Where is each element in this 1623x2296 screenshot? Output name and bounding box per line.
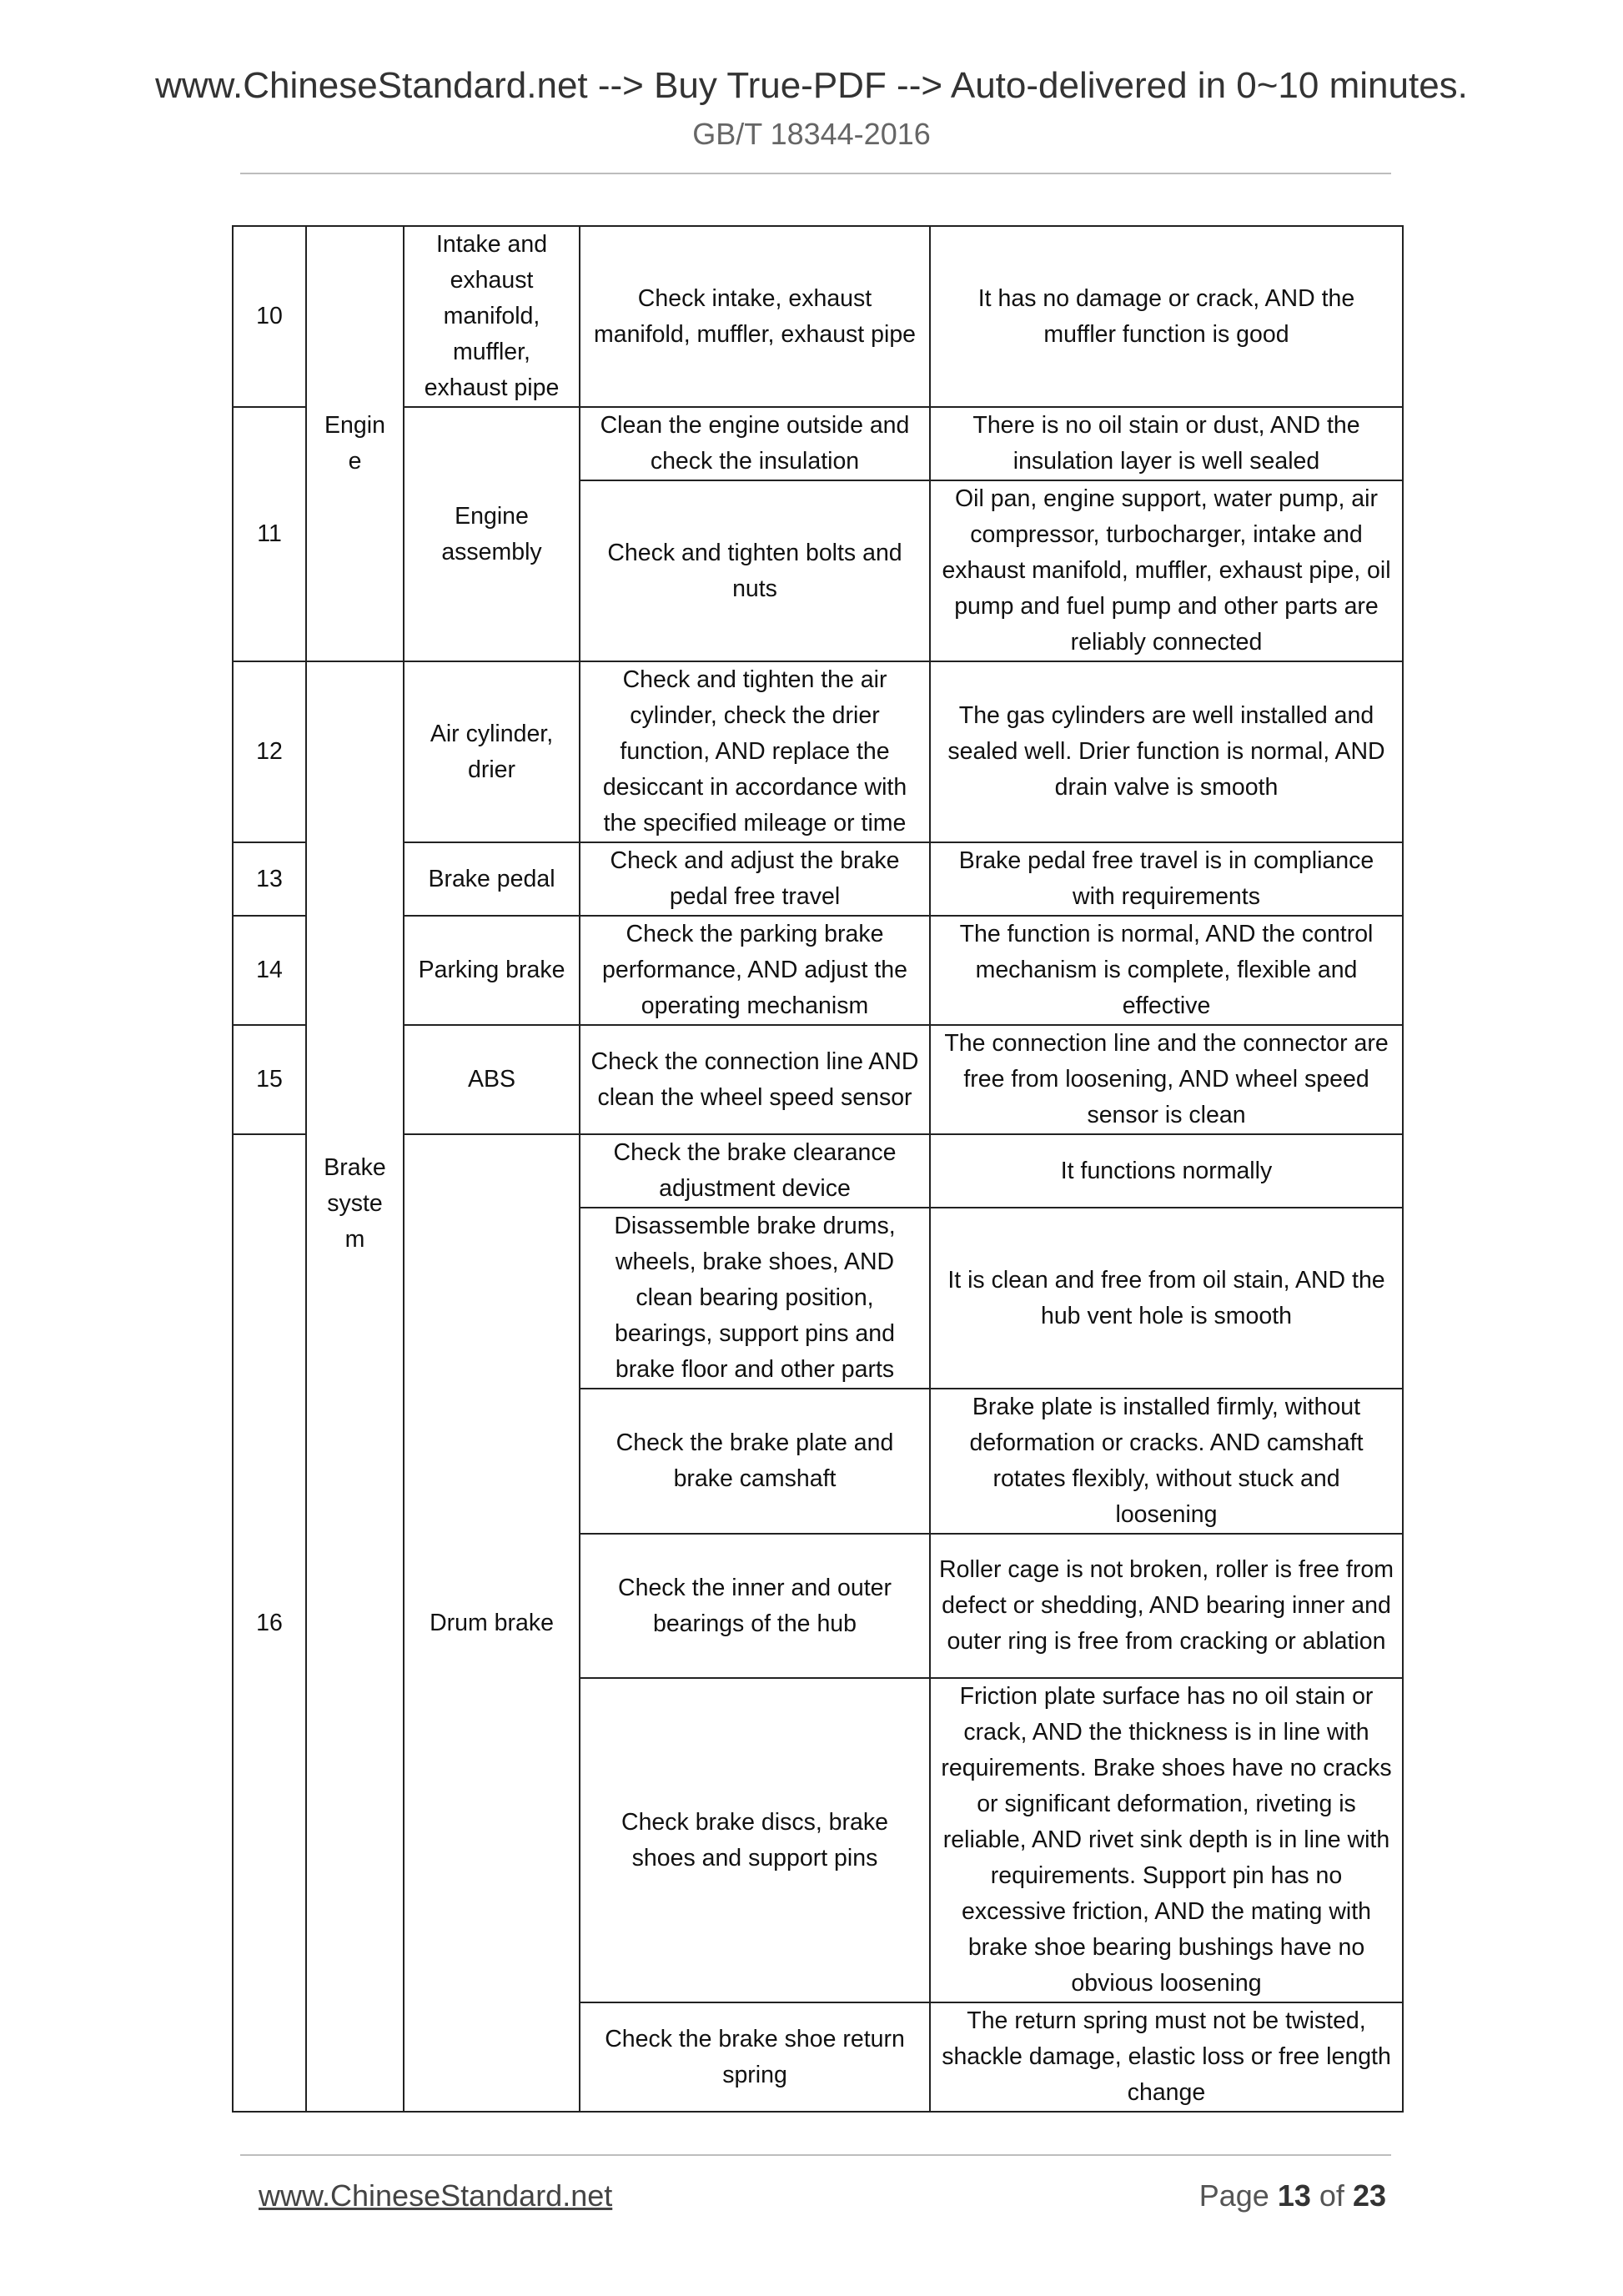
maintenance-item-cell: Check intake, exhaust manifold, muffler, exhaust pipe	[580, 226, 930, 407]
page-of: of	[1319, 2178, 1344, 2213]
row-number: 11	[233, 407, 306, 661]
row-number: 13	[233, 842, 306, 916]
technical-requirement-cell: It functions normally	[930, 1134, 1403, 1208]
component-cell: Brake pedal	[404, 842, 580, 916]
maintenance-item-cell: Check the brake plate and brake camshaft	[580, 1389, 930, 1534]
page-indicator	[1199, 2178, 1386, 2213]
maintenance-item-cell: Check and adjust the brake pedal free travel	[580, 842, 930, 916]
table-row	[233, 661, 1403, 842]
technical-requirement-cell: It has no damage or crack, AND the muffler function is good	[930, 226, 1403, 407]
maintenance-item-cell: Disassemble brake drums, wheels, brake shoes, AND clean bearing position, bearings, support pins and brake floor and other parts	[580, 1208, 930, 1389]
footer-site-link[interactable]: www.ChineseStandard.net	[259, 2178, 613, 2213]
table-row	[233, 1134, 1403, 1208]
system-cell-engine: Engin e	[306, 226, 404, 661]
row-number: 15	[233, 1025, 306, 1134]
maintenance-item-cell: Check the parking brake performance, AND adjust the operating mechanism	[580, 916, 930, 1025]
technical-requirement-cell: The return spring must not be twisted, shackle damage, elastic loss or free length change	[930, 2002, 1403, 2112]
technical-requirement-cell: Oil pan, engine support, water pump, air compressor, turbocharger, intake and exhaust manifold, muffler, exhaust pipe, oil pump and fuel pump and other parts are reliably connected	[930, 480, 1403, 661]
table-row	[233, 842, 1403, 916]
component-cell: Engine assembly	[404, 407, 580, 661]
row-number: 10	[233, 226, 306, 407]
technical-requirement-cell: Brake pedal free travel is in compliance with requirements	[930, 842, 1403, 916]
component-cell: ABS	[404, 1025, 580, 1134]
component-cell: Air cylinder, drier	[404, 661, 580, 842]
maintenance-item-cell: Clean the engine outside and check the insulation	[580, 407, 930, 480]
header-title: www.ChineseStandard.net --> Buy True-PDF --> Auto-delivered in 0~10 minutes.	[155, 65, 1468, 106]
page-word: Page	[1198, 2178, 1269, 2213]
row-number: 14	[233, 916, 306, 1025]
table-row	[233, 916, 1403, 1025]
page-total: 23	[1352, 2178, 1386, 2213]
table-row	[233, 226, 1403, 407]
table-row	[233, 1025, 1403, 1134]
technical-requirement-cell: Friction plate surface has no oil stain or crack, AND the thickness is in line with requirements. Brake shoes have no cracks or significant deformation, riveting is reliable, AND rivet sink depth is in line with requirements. Support pin has no excessive friction, AND the mating with brake shoe bearing bushings have no obvious loosening	[930, 1678, 1403, 2002]
maintenance-item-cell: Check and tighten bolts and nuts	[580, 480, 930, 661]
row-number: 12	[233, 661, 306, 842]
technical-requirement-cell: The connection line and the connector are free from loosening, AND wheel speed sensor is clean	[930, 1025, 1403, 1134]
technical-requirement-cell: Roller cage is not broken, roller is free from defect or shedding, AND bearing inner and outer ring is free from cracking or ablation	[930, 1534, 1403, 1678]
maintenance-item-cell: Check and tighten the air cylinder, check the drier function, AND replace the desiccant in accordance with the specified mileage or time	[580, 661, 930, 842]
maintenance-item-cell: Check the brake shoe return spring	[580, 2002, 930, 2112]
standard-number: GB/T 18344-2016	[692, 117, 931, 151]
header-divider	[240, 173, 1391, 174]
maintenance-table	[232, 225, 1404, 2113]
maintenance-item-cell: Check brake discs, brake shoes and support pins	[580, 1678, 930, 2002]
page-current: 13	[1277, 2178, 1311, 2213]
component-cell: Drum brake	[404, 1134, 580, 2112]
technical-requirement-cell: It is clean and free from oil stain, AND the hub vent hole is smooth	[930, 1208, 1403, 1389]
maintenance-item-cell: Check the brake clearance adjustment device	[580, 1134, 930, 1208]
technical-requirement-cell: Brake plate is installed firmly, without deformation or cracks. AND camshaft rotates flexibly, without stuck and loosening	[930, 1389, 1403, 1534]
component-cell: Intake and exhaust manifold, muffler, exhaust pipe	[404, 226, 580, 407]
technical-requirement-cell: The function is normal, AND the control mechanism is complete, flexible and effective	[930, 916, 1403, 1025]
component-cell: Parking brake	[404, 916, 580, 1025]
table-row	[233, 407, 1403, 480]
maintenance-item-cell: Check the inner and outer bearings of the hub	[580, 1534, 930, 1678]
row-number: 16	[233, 1134, 306, 2112]
footer-divider	[240, 2154, 1391, 2156]
system-cell-brake: Brake syste m	[306, 661, 404, 2112]
maintenance-item-cell: Check the connection line AND clean the wheel speed sensor	[580, 1025, 930, 1134]
technical-requirement-cell: There is no oil stain or dust, AND the insulation layer is well sealed	[930, 407, 1403, 480]
technical-requirement-cell: The gas cylinders are well installed and sealed well. Drier function is normal, AND drain valve is smooth	[930, 661, 1403, 842]
